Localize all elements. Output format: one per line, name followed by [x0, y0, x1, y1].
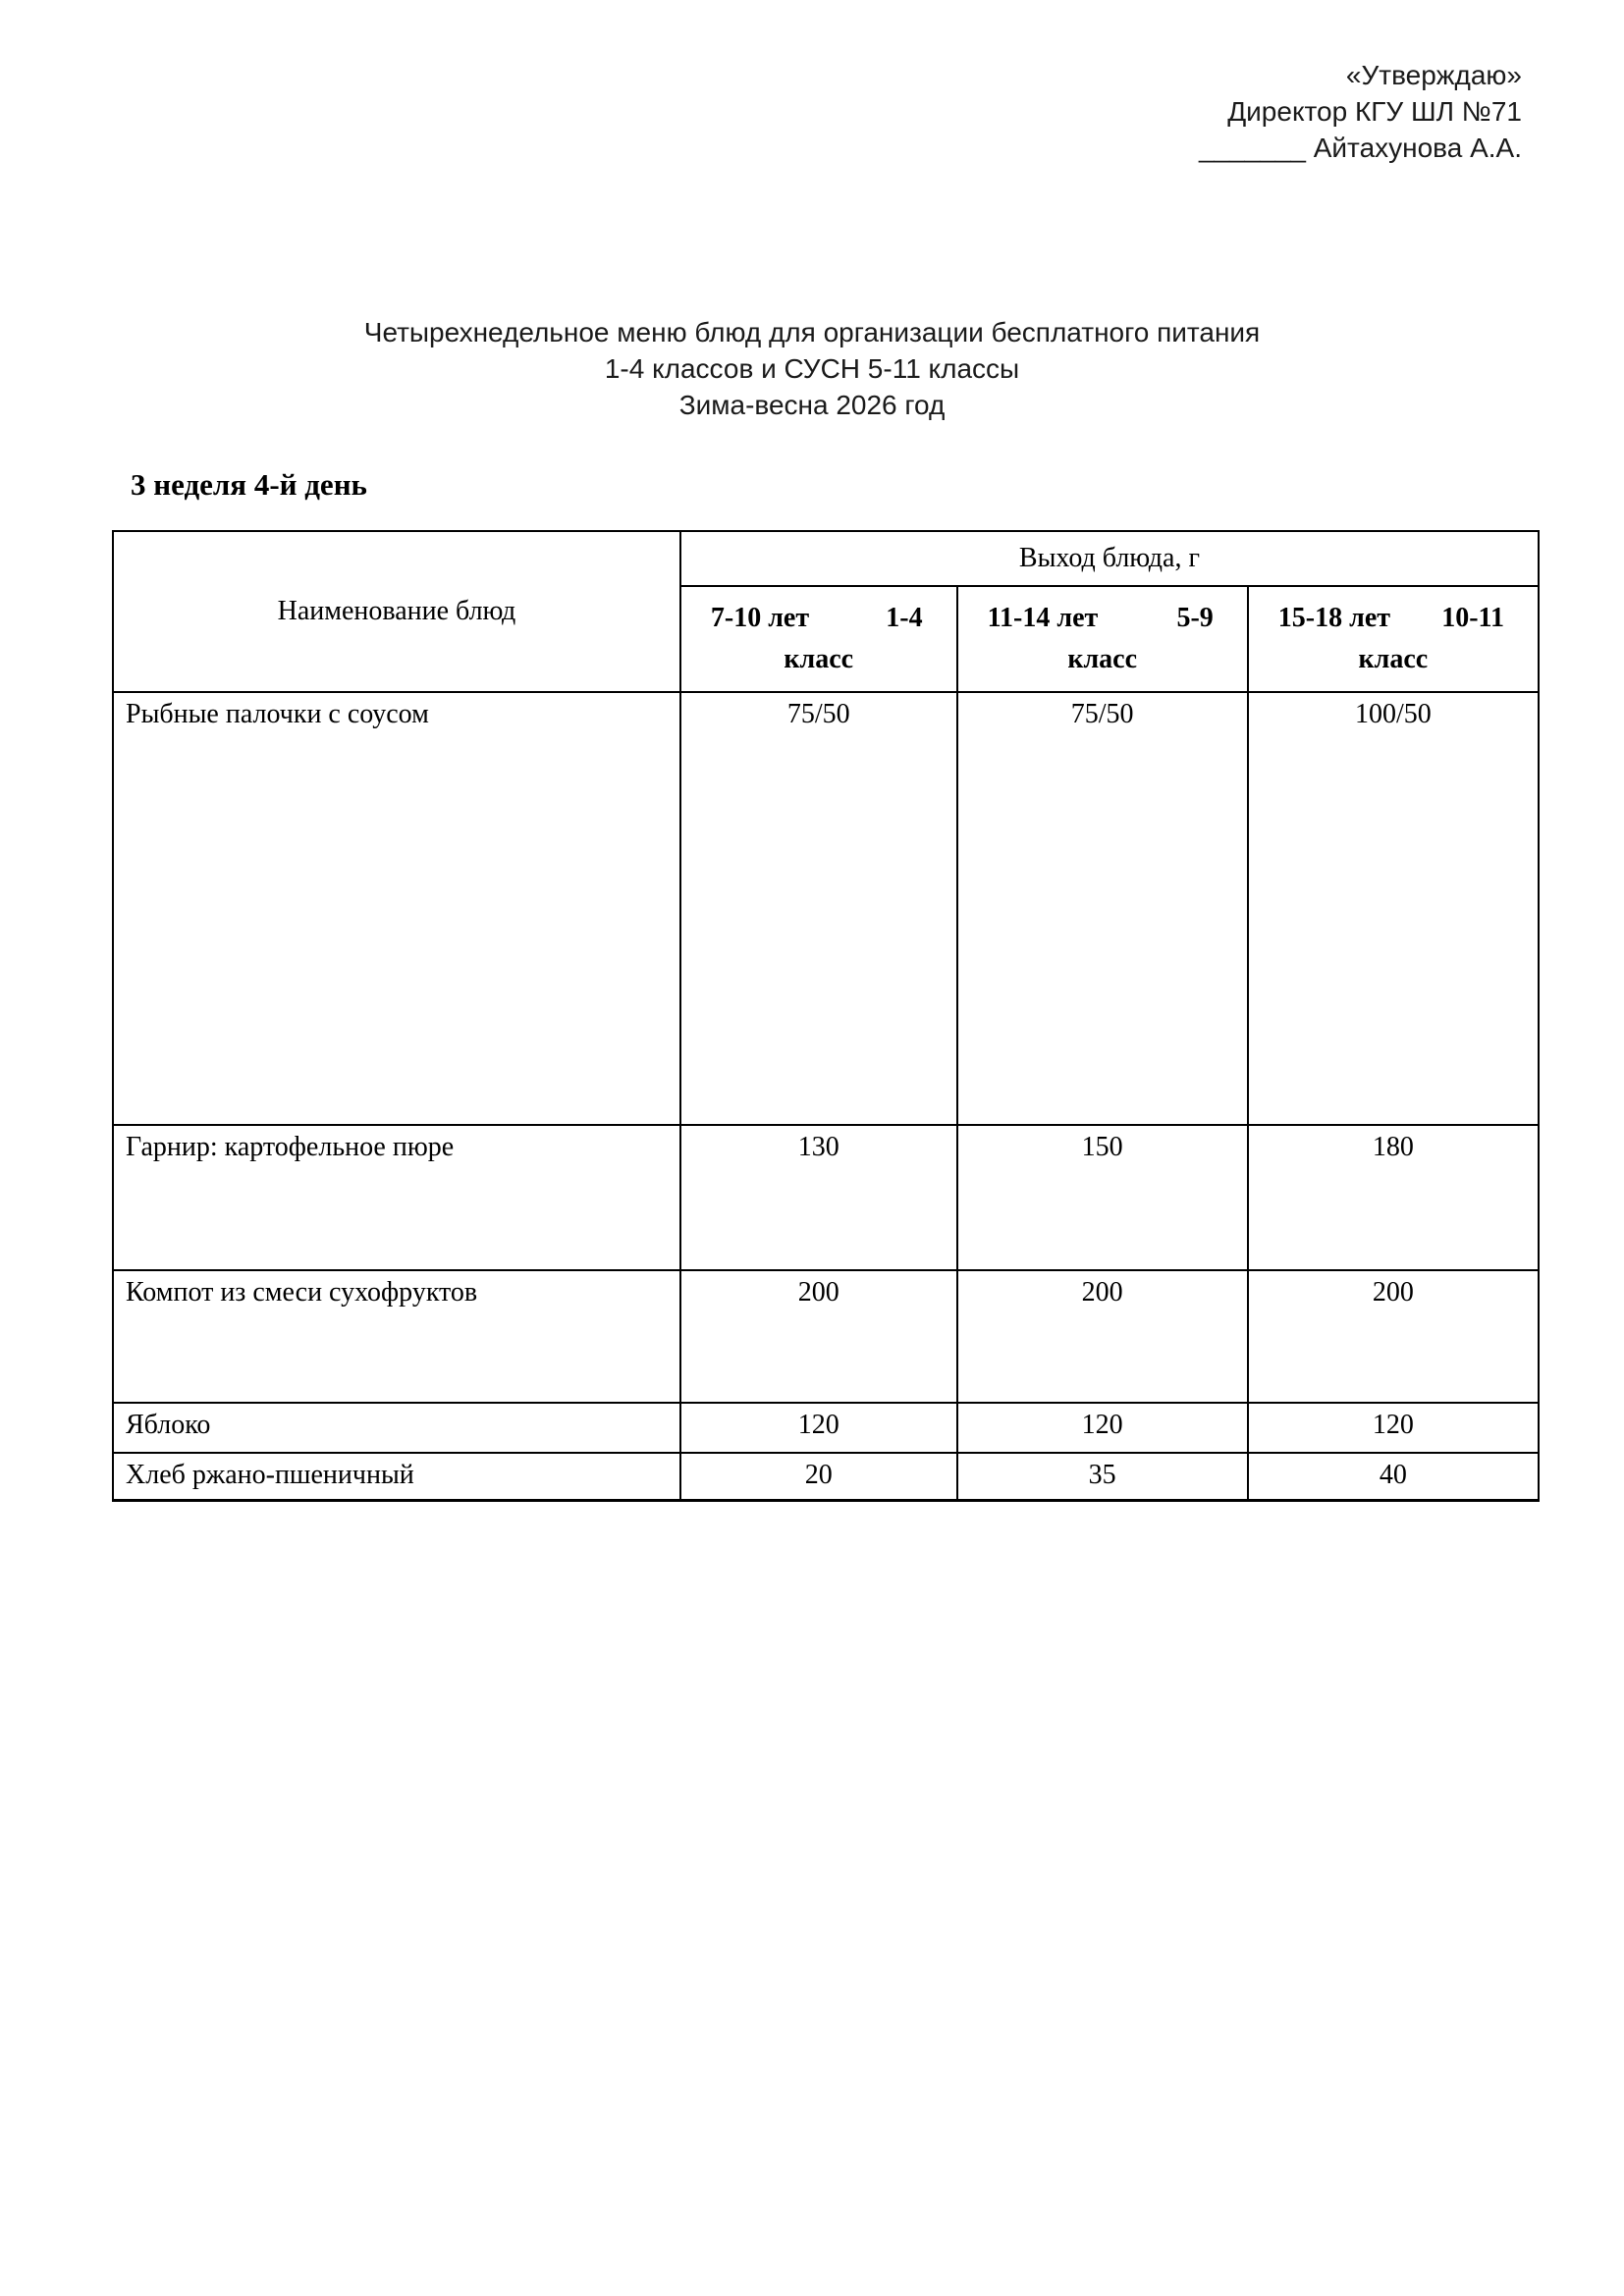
grade-range: 10-11 — [1441, 603, 1504, 633]
portion-cell: 180 — [1248, 1125, 1539, 1270]
title-line-3: Зима-весна 2026 год — [678, 390, 946, 420]
week-day-heading: 3 неделя 4-й день — [131, 467, 367, 502]
portion-cell: 120 — [1248, 1403, 1539, 1453]
portion-cell: 100/50 — [1248, 692, 1539, 1125]
table-row — [113, 692, 1539, 1125]
output-header: Выход блюда, г — [680, 531, 1539, 586]
table-row — [113, 1453, 1539, 1501]
portion-cell: 20 — [680, 1453, 957, 1501]
dish-name-cell: Компот из смеси сухофруктов — [113, 1270, 680, 1403]
dish-name-cell: Гарнир: картофельное пюре — [113, 1125, 680, 1270]
title-line-2: 1-4 классов и СУСН 5-11 классы — [604, 353, 1020, 384]
table-row — [113, 1270, 1539, 1403]
age-group-header-1 — [680, 586, 957, 692]
portion-cell: 35 — [957, 1453, 1248, 1501]
dish-name-cell: Рыбные палочки с соусом — [113, 692, 680, 1125]
dish-name-cell: Хлеб ржано-пшеничный — [113, 1453, 680, 1501]
approval-line-approve: «Утверждаю» — [1345, 60, 1522, 90]
portion-cell: 120 — [680, 1403, 957, 1453]
document-title — [0, 314, 1624, 423]
approval-block — [1199, 57, 1522, 166]
grade-unit: класс — [1358, 644, 1429, 674]
portion-cell: 120 — [957, 1403, 1248, 1453]
grade-range: 5-9 — [1176, 603, 1214, 633]
age-group-header-3 — [1248, 586, 1539, 692]
portion-cell: 200 — [957, 1270, 1248, 1403]
age-range: 7-10 лет — [710, 603, 810, 633]
grade-unit: класс — [1067, 644, 1138, 674]
table-row — [113, 1125, 1539, 1270]
portion-cell: 75/50 — [680, 692, 957, 1125]
header-row-top — [113, 531, 1539, 586]
portion-cell: 150 — [957, 1125, 1248, 1270]
portion-cell: 40 — [1248, 1453, 1539, 1501]
approval-line-signature: _______ Айтахунова А.А. — [1198, 133, 1522, 163]
grade-range: 1-4 — [886, 603, 923, 633]
portion-cell: 75/50 — [957, 692, 1248, 1125]
age-group-header-2 — [957, 586, 1248, 692]
menu-table — [112, 530, 1540, 1502]
portion-cell: 200 — [1248, 1270, 1539, 1403]
table-row — [113, 1403, 1539, 1453]
age-range: 15-18 лет — [1277, 603, 1390, 633]
portion-cell: 200 — [680, 1270, 957, 1403]
grade-unit: класс — [784, 644, 854, 674]
title-line-1: Четырехнедельное меню блюд для организации бесплатного питания — [363, 317, 1261, 347]
dish-name-cell: Яблоко — [113, 1403, 680, 1453]
age-range: 11-14 лет — [987, 603, 1099, 633]
portion-cell: 130 — [680, 1125, 957, 1270]
dish-column-header: Наименование блюд — [113, 531, 680, 692]
approval-line-director: Директор КГУ ШЛ №71 — [1227, 96, 1522, 127]
